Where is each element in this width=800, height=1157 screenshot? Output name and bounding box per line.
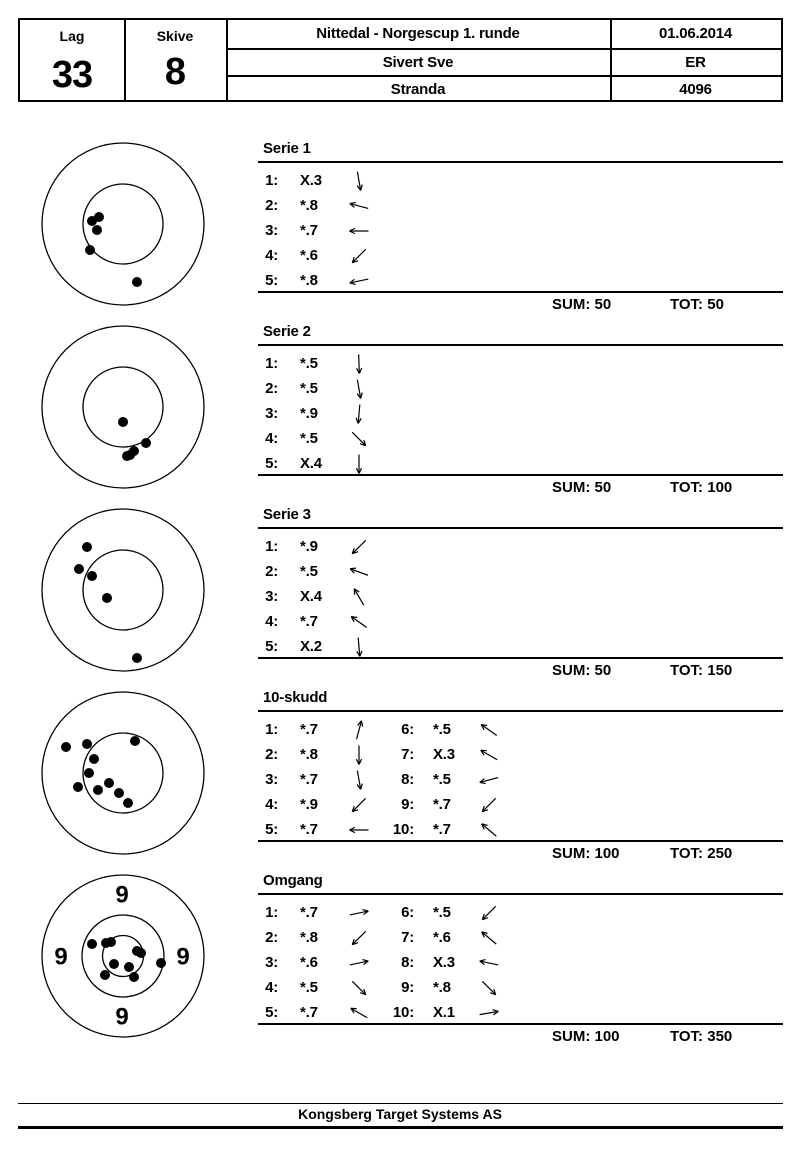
header-table — [18, 18, 783, 102]
section-title: Omgang — [263, 872, 323, 889]
series-section — [0, 321, 800, 504]
total-value: TOT: 100 — [670, 479, 733, 496]
target-diagram — [38, 322, 208, 492]
shot-number: 1: — [265, 538, 278, 555]
shot-hole — [124, 962, 134, 972]
shot-value: *.7 — [433, 821, 451, 838]
shot-hole — [74, 564, 84, 574]
shot-hole — [100, 970, 110, 980]
shot-number: 8: — [401, 954, 414, 971]
shot-row — [258, 588, 783, 606]
series-section — [0, 138, 800, 321]
shot-direction-arrow — [346, 195, 372, 217]
shot-number: 3: — [265, 405, 278, 422]
shot-number: 10: — [392, 821, 414, 838]
shot-number: 2: — [265, 746, 278, 763]
shot-hole — [129, 972, 139, 982]
shot-row — [258, 563, 783, 581]
shot-number: 1: — [265, 904, 278, 921]
shot-value: X.1 — [433, 1004, 455, 1021]
shot-number: 9: — [401, 979, 414, 996]
shot-value: *.8 — [300, 746, 318, 763]
shot-hole — [132, 277, 142, 287]
shot-hole — [94, 212, 104, 222]
shot-value: *.7 — [300, 222, 318, 239]
header-divider — [226, 48, 781, 50]
shot-value: *.7 — [433, 796, 451, 813]
shot-value: X.3 — [433, 746, 455, 763]
shot-number: 1: — [265, 355, 278, 372]
series-score-panel — [258, 138, 783, 321]
section-title-rule — [258, 710, 783, 712]
shot-number: 2: — [265, 929, 278, 946]
shot-hole — [114, 788, 124, 798]
sum-row — [258, 662, 783, 680]
shot-number: 2: — [265, 563, 278, 580]
shot-row — [258, 197, 783, 215]
sum-row — [258, 296, 783, 314]
target-ring — [42, 143, 204, 305]
shot-direction-arrow — [476, 744, 502, 766]
shot-row — [258, 380, 783, 398]
sum-rule — [258, 291, 783, 293]
shot-direction-arrow — [346, 611, 372, 633]
series-section — [0, 687, 800, 870]
shot-value: *.9 — [300, 538, 318, 555]
shot-number: 4: — [265, 979, 278, 996]
header-divider — [226, 75, 781, 77]
shot-number: 4: — [265, 796, 278, 813]
shot-number: 3: — [265, 954, 278, 971]
sum-value: SUM: 100 — [552, 1028, 620, 1045]
shot-hole — [106, 937, 116, 947]
shot-row — [258, 746, 783, 764]
shot-row — [258, 638, 783, 656]
shot-direction-arrow — [346, 428, 372, 450]
shot-hole — [89, 754, 99, 764]
shot-value: *.5 — [433, 904, 451, 921]
shot-value: *.7 — [300, 613, 318, 630]
sum-rule — [258, 474, 783, 476]
section-title-rule — [258, 893, 783, 895]
shot-hole — [123, 798, 133, 808]
shot-value: *.6 — [300, 247, 318, 264]
shot-value: *.9 — [300, 796, 318, 813]
target-ring — [82, 915, 164, 997]
shot-value: X.4 — [300, 588, 322, 605]
shot-value: X.4 — [300, 455, 322, 472]
ring-score-label: 9 — [176, 943, 190, 971]
shot-hole — [109, 959, 119, 969]
shot-hole — [104, 778, 114, 788]
shot-row — [258, 1004, 783, 1022]
shot-number: 2: — [265, 197, 278, 214]
shot-direction-arrow — [476, 794, 502, 816]
target-diagram — [38, 505, 208, 675]
shot-number: 1: — [265, 172, 278, 189]
ring-score-label: 9 — [54, 943, 68, 971]
shot-value: *.7 — [300, 721, 318, 738]
shot-direction-arrow — [476, 977, 502, 999]
shot-direction-arrow — [476, 952, 502, 974]
sum-row — [258, 479, 783, 497]
shot-value: *.5 — [300, 380, 318, 397]
section-title: 10-skudd — [263, 689, 328, 706]
series-section — [0, 870, 800, 1053]
shot-value: *.6 — [433, 929, 451, 946]
ring-score-label: 9 — [115, 1003, 129, 1031]
shot-number: 2: — [265, 380, 278, 397]
shot-hole — [102, 593, 112, 603]
shot-value: *.8 — [433, 979, 451, 996]
shot-hole — [73, 782, 83, 792]
shooter-name: Sivert Sve — [382, 54, 454, 71]
shot-hole — [82, 739, 92, 749]
shot-value: *.5 — [300, 563, 318, 580]
sum-rule — [258, 840, 783, 842]
shot-number: 6: — [401, 721, 414, 738]
footer-rule-bottom — [18, 1126, 783, 1129]
target-ring — [42, 326, 204, 488]
shot-value: *.9 — [300, 405, 318, 422]
shot-value: *.5 — [300, 430, 318, 447]
shot-hole — [136, 948, 146, 958]
shot-hole — [132, 653, 142, 663]
shot-number: 3: — [265, 222, 278, 239]
sum-rule — [258, 1023, 783, 1025]
shot-hole — [141, 438, 151, 448]
total-value: TOT: 150 — [670, 662, 733, 679]
sum-row — [258, 1028, 783, 1046]
event-title: Nittedal - Norgescup 1. runde — [316, 25, 520, 42]
shot-value: *.7 — [300, 821, 318, 838]
total-value: TOT: 50 — [670, 296, 724, 313]
shot-number: 5: — [265, 1004, 278, 1021]
shot-value: *.8 — [300, 272, 318, 289]
shot-row — [258, 272, 783, 290]
target-ring — [42, 509, 204, 671]
total-value: TOT: 250 — [670, 845, 733, 862]
shot-number: 10: — [392, 1004, 414, 1021]
shot-row — [258, 247, 783, 265]
shot-value: *.8 — [300, 197, 318, 214]
shooter-number: 4096 — [679, 81, 712, 98]
shot-value: *.8 — [300, 929, 318, 946]
club-name: Stranda — [390, 81, 446, 98]
shot-direction-arrow — [346, 403, 372, 425]
shot-value: *.7 — [300, 904, 318, 921]
shot-direction-arrow — [346, 170, 372, 192]
shot-hole — [92, 225, 102, 235]
sum-value: SUM: 50 — [552, 662, 612, 679]
shot-hole — [61, 742, 71, 752]
target-diagram — [38, 688, 208, 858]
ring-score-label: 9 — [115, 881, 129, 909]
shot-number: 7: — [401, 929, 414, 946]
series-score-panel — [258, 870, 783, 1053]
section-title: Serie 3 — [263, 506, 311, 523]
lag-label: Lag — [59, 28, 85, 44]
shot-row — [258, 172, 783, 190]
footer-company-name: Kongsberg Target Systems AS — [298, 1106, 502, 1122]
section-title: Serie 2 — [263, 323, 311, 340]
sum-row — [258, 845, 783, 863]
shot-direction-arrow — [476, 719, 502, 741]
shot-direction-arrow — [346, 536, 372, 558]
shot-direction-arrow — [346, 561, 372, 583]
shot-direction-arrow — [346, 270, 372, 292]
shot-hole — [87, 571, 97, 581]
shot-value: X.2 — [300, 638, 322, 655]
section-title-rule — [258, 161, 783, 163]
shot-row — [258, 929, 783, 947]
shot-number: 4: — [265, 430, 278, 447]
shot-number: 3: — [265, 771, 278, 788]
shot-value: X.3 — [433, 954, 455, 971]
class-code: ER — [685, 54, 706, 71]
shot-direction-arrow — [346, 636, 372, 658]
shot-hole — [84, 768, 94, 778]
shot-hole — [129, 446, 139, 456]
total-value: TOT: 350 — [670, 1028, 733, 1045]
shot-row — [258, 979, 783, 997]
shot-direction-arrow — [476, 819, 502, 841]
lag-value: 33 — [51, 54, 93, 96]
shot-row — [258, 405, 783, 423]
shot-row — [258, 355, 783, 373]
skive-value: 8 — [164, 51, 186, 93]
shot-row — [258, 538, 783, 556]
skive-label: Skive — [156, 28, 194, 44]
event-date: 01.06.2014 — [658, 25, 733, 42]
target-ring — [83, 550, 163, 630]
shot-value: *.7 — [300, 771, 318, 788]
series-score-panel — [258, 321, 783, 504]
shot-direction-arrow — [476, 769, 502, 791]
shot-hole — [87, 939, 97, 949]
shot-row — [258, 613, 783, 631]
shot-value: *.5 — [433, 771, 451, 788]
shot-direction-arrow — [476, 927, 502, 949]
sum-value: SUM: 50 — [552, 479, 612, 496]
shot-number: 9: — [401, 796, 414, 813]
shot-number: 1: — [265, 721, 278, 738]
shot-value: *.7 — [300, 1004, 318, 1021]
series-score-panel — [258, 504, 783, 687]
shot-value: *.5 — [300, 355, 318, 372]
shot-direction-arrow — [476, 1002, 502, 1024]
shot-number: 4: — [265, 613, 278, 630]
shot-row — [258, 771, 783, 789]
section-title: Serie 1 — [263, 140, 311, 157]
shot-value: *.5 — [300, 979, 318, 996]
shot-number: 6: — [401, 904, 414, 921]
footer-rule-top — [18, 1103, 783, 1104]
shot-value: *.5 — [433, 721, 451, 738]
target-diagram — [38, 871, 208, 1041]
section-title-rule — [258, 344, 783, 346]
series-score-panel — [258, 687, 783, 870]
shot-hole — [85, 245, 95, 255]
shot-row — [258, 821, 783, 839]
shot-row — [258, 954, 783, 972]
shot-direction-arrow — [346, 378, 372, 400]
shot-direction-arrow — [346, 220, 372, 242]
target-diagram — [38, 139, 208, 309]
series-section — [0, 504, 800, 687]
sum-value: SUM: 50 — [552, 296, 612, 313]
shot-number: 3: — [265, 588, 278, 605]
shot-row — [258, 721, 783, 739]
shot-number: 5: — [265, 272, 278, 289]
shot-row — [258, 904, 783, 922]
shot-row — [258, 222, 783, 240]
shot-hole — [118, 417, 128, 427]
sum-value: SUM: 100 — [552, 845, 620, 862]
shot-number: 5: — [265, 455, 278, 472]
target-ring — [83, 733, 163, 813]
shot-number: 4: — [265, 247, 278, 264]
shot-number: 8: — [401, 771, 414, 788]
shot-row — [258, 430, 783, 448]
shot-direction-arrow — [346, 586, 372, 608]
shot-hole — [156, 958, 166, 968]
shot-direction-arrow — [346, 453, 372, 475]
target-ring — [42, 692, 204, 854]
shot-hole — [82, 542, 92, 552]
shot-hole — [93, 785, 103, 795]
shot-number: 7: — [401, 746, 414, 763]
shot-value: X.3 — [300, 172, 322, 189]
shot-number: 5: — [265, 821, 278, 838]
shot-direction-arrow — [476, 902, 502, 924]
shot-row — [258, 455, 783, 473]
shot-value: *.6 — [300, 954, 318, 971]
shot-number: 5: — [265, 638, 278, 655]
shot-row — [258, 796, 783, 814]
target-ring — [83, 367, 163, 447]
shot-direction-arrow — [346, 245, 372, 267]
section-title-rule — [258, 527, 783, 529]
shot-hole — [130, 736, 140, 746]
sum-rule — [258, 657, 783, 659]
shot-direction-arrow — [346, 353, 372, 375]
